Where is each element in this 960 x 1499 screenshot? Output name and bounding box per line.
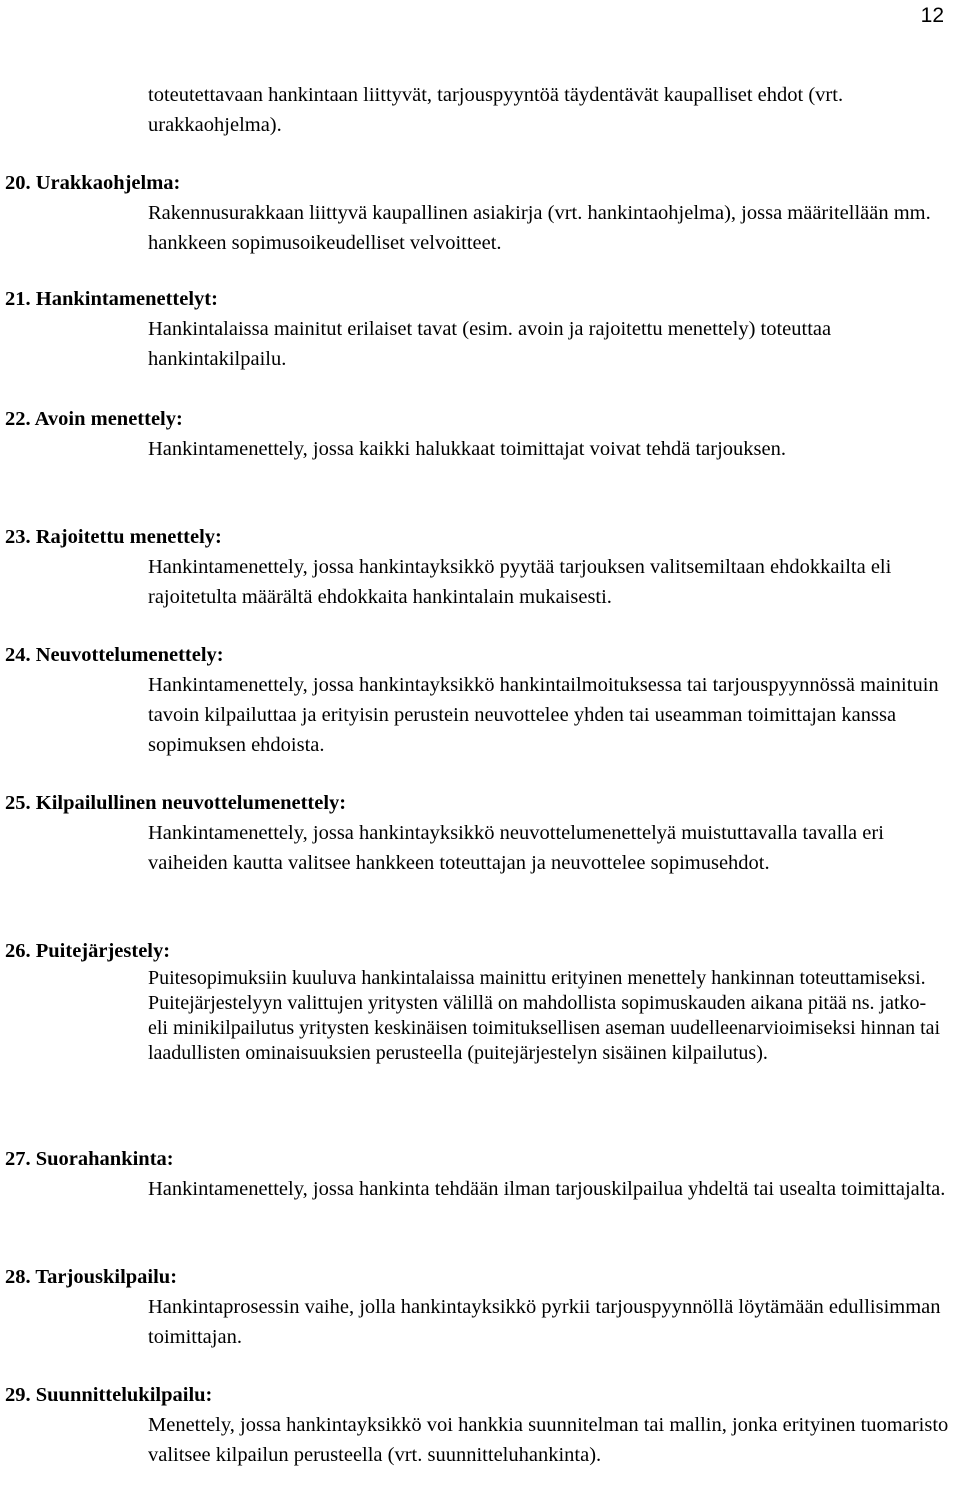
entry-definition: Hankintamenettely, jossa hankintayksikkö neuvottelumenettelyä muistuttavalla tavalla eri vaiheiden kautta valitsee hankkeen toteuttajan ja neuvottelee sopimusehdot. <box>148 822 884 874</box>
entry-definition: Puitesopimuksiin kuuluva hankintalaissa mainittu erityinen menettely hankinnan toteuttamiseksi. Puitejärjestelyyn valittujen yritysten välillä on mahdollista sopimuskauden aikana pitää ns. jatko- eli minikilpailutus yritysten keskinäisen toimituksellisen aseman uudelleenarvioimiseksi hinnan tai laadullisten ominaisuuksien perusteella (puitejärjestelyn sisäinen kilpailutus). <box>148 967 941 1064</box>
page-number: 12 <box>920 4 944 27</box>
entry-term: 24. Neuvottelumenettely: <box>5 644 224 666</box>
entry-term: 29. Suunnittelukilpailu: <box>5 1384 213 1406</box>
entry-term: 27. Suorahankinta: <box>5 1148 174 1170</box>
entry-definition: Hankintalaissa mainitut erilaiset tavat (esim. avoin ja rajoitettu menettely) toteuttaa hankintakilpailu. <box>148 318 832 370</box>
entry-term: 20. Urakkaohjelma: <box>5 172 181 194</box>
entry-definition: Menettely, jossa hankintayksikkö voi hankkia suunnitelman tai mallin, jonka erityinen tuomaristo valitsee kilpailun perusteella (vrt. suunnitteluhankinta). <box>148 1414 949 1466</box>
glossary-entry-29 <box>5 1380 950 1470</box>
glossary-entry-24 <box>5 640 950 760</box>
entry-term: 28. Tarjouskilpailu: <box>5 1266 178 1288</box>
entry-definition: Hankintamenettely, jossa kaikki halukkaat toimittajat voivat tehdä tarjouksen. <box>148 438 786 460</box>
glossary-entry-26 <box>5 936 950 1066</box>
intro-paragraph: toteutettavaan hankintaan liittyvät, tarjouspyyntöä täydentävät kaupalliset ehdot (vrt. urakkaohjelma). <box>148 84 844 136</box>
entry-definition: Hankintamenettely, jossa hankintayksikkö hankintailmoituksessa tai tarjouspyynnössä mainituin tavoin kilpailuttaa ja erityisin perustein neuvottelee yhden tai useamman toimittajan kanssa sopimuksen ehdoista. <box>148 674 939 756</box>
entry-definition: Hankintaprosessin vaihe, jolla hankintayksikkö pyrkii tarjouspyynnöllä löytämään edullisimman toimittajan. <box>148 1296 941 1348</box>
entry-term: 25. Kilpailullinen neuvottelumenettely: <box>5 792 347 814</box>
entry-term: 23. Rajoitettu menettely: <box>5 526 222 548</box>
entry-definition: Hankintamenettely, jossa hankinta tehdään ilman tarjouskilpailua yhdeltä tai usealta toimittajalta. <box>148 1178 946 1200</box>
entry-definition: Hankintamenettely, jossa hankintayksikkö pyytää tarjouksen valitsemiltaan ehdokkailta eli rajoitetulta määrältä ehdokkaita hankintalain mukaisesti. <box>148 556 892 608</box>
entry-definition: Rakennusurakkaan liittyvä kaupallinen asiakirja (vrt. hankintaohjelma), jossa määritellään mm. hankkeen sopimusoikeudelliset velvoitteet. <box>148 202 931 254</box>
glossary-entry-23 <box>5 522 950 612</box>
glossary-entry-25 <box>5 788 950 878</box>
glossary-entry-28 <box>5 1262 950 1352</box>
entry-term: 26. Puitejärjestely: <box>5 940 171 962</box>
glossary-entry-27 <box>5 1144 950 1204</box>
entry-term: 22. Avoin menettely: <box>5 408 183 430</box>
glossary-entry-22 <box>5 404 950 464</box>
glossary-entry-20 <box>5 168 950 258</box>
entry-term: 21. Hankintamenettelyt: <box>5 288 218 310</box>
glossary-entry-21 <box>5 284 950 374</box>
